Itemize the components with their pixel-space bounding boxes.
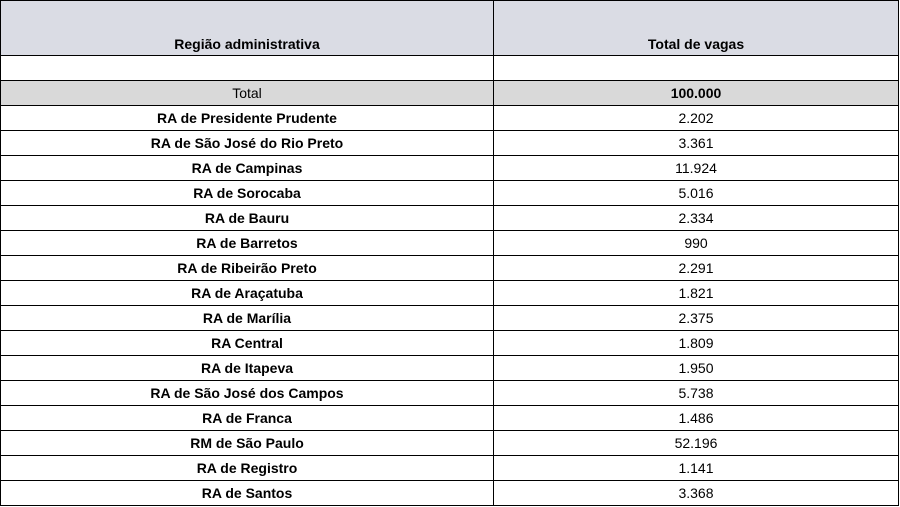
vagas-cell: 1.141 xyxy=(494,456,899,481)
column-header-total: Total de vagas xyxy=(494,1,899,56)
total-label: Total xyxy=(1,81,494,106)
region-cell: RA de Ribeirão Preto xyxy=(1,256,494,281)
table-row xyxy=(1,231,899,256)
table-row xyxy=(1,181,899,206)
vagas-cell: 990 xyxy=(494,231,899,256)
table-row xyxy=(1,306,899,331)
table-row xyxy=(1,331,899,356)
region-cell: RA de Campinas xyxy=(1,156,494,181)
vagas-cell: 2.202 xyxy=(494,106,899,131)
table-row xyxy=(1,381,899,406)
table-row xyxy=(1,131,899,156)
total-value: 100.000 xyxy=(494,81,899,106)
vagas-cell: 11.924 xyxy=(494,156,899,181)
table-header-row xyxy=(1,1,899,56)
region-cell: RA de Itapeva xyxy=(1,356,494,381)
table-row xyxy=(1,481,899,506)
vagas-cell: 5.016 xyxy=(494,181,899,206)
table-row xyxy=(1,206,899,231)
region-cell: RA de Marília xyxy=(1,306,494,331)
vagas-cell: 1.950 xyxy=(494,356,899,381)
vagas-cell: 1.486 xyxy=(494,406,899,431)
region-cell: RA de Presidente Prudente xyxy=(1,106,494,131)
empty-cell xyxy=(1,56,494,81)
vagas-cell: 2.375 xyxy=(494,306,899,331)
table-row xyxy=(1,281,899,306)
vagas-cell: 52.196 xyxy=(494,431,899,456)
empty-row xyxy=(1,56,899,81)
table-row xyxy=(1,256,899,281)
region-cell: RA de São José dos Campos xyxy=(1,381,494,406)
region-cell: RA de São José do Rio Preto xyxy=(1,131,494,156)
vagas-cell: 3.368 xyxy=(494,481,899,506)
column-header-region: Região administrativa xyxy=(1,1,494,56)
table-row xyxy=(1,431,899,456)
region-cell: RA de Sorocaba xyxy=(1,181,494,206)
vagas-cell: 5.738 xyxy=(494,381,899,406)
vagas-cell: 1.809 xyxy=(494,331,899,356)
table-row xyxy=(1,106,899,131)
region-cell: RA de Registro xyxy=(1,456,494,481)
region-cell: RA de Santos xyxy=(1,481,494,506)
vagas-cell: 2.291 xyxy=(494,256,899,281)
region-cell: RA de Bauru xyxy=(1,206,494,231)
vagas-cell: 2.334 xyxy=(494,206,899,231)
region-cell: RA Central xyxy=(1,331,494,356)
table-row xyxy=(1,156,899,181)
vagas-cell: 3.361 xyxy=(494,131,899,156)
table-body xyxy=(1,56,899,506)
table-row xyxy=(1,456,899,481)
table-row xyxy=(1,356,899,381)
region-cell: RA de Barretos xyxy=(1,231,494,256)
region-cell: RM de São Paulo xyxy=(1,431,494,456)
region-cell: RA de Franca xyxy=(1,406,494,431)
vagas-cell: 1.821 xyxy=(494,281,899,306)
empty-cell xyxy=(494,56,899,81)
table-row xyxy=(1,406,899,431)
region-cell: RA de Araçatuba xyxy=(1,281,494,306)
total-row xyxy=(1,81,899,106)
